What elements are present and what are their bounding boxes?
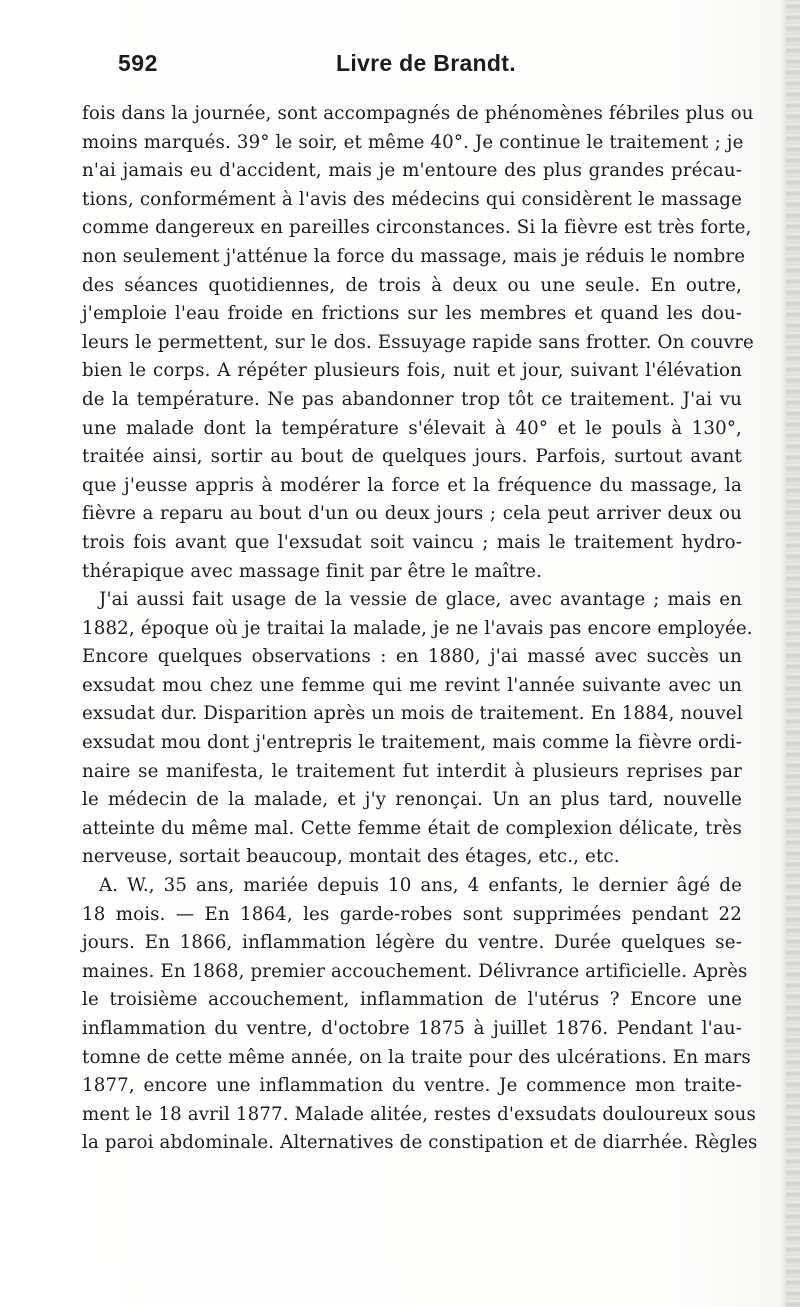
text-line: exsudat mou chez une femme qui me revint l'année suivante avec un — [82, 674, 742, 696]
text-line: une malade dont la température s'élevait à 40° et le pouls à 130°, — [82, 417, 742, 439]
text-line: maines. En 1868, premier accouchement. Délivrance artificielle. Après — [82, 960, 748, 982]
text-line: j'emploie l'eau froide en frictions sur les membres et quand les dou- — [82, 303, 742, 325]
text-line: J'ai aussi fait usage de la vessie de glace, avec avantage ; mais en — [99, 589, 742, 611]
text-line: A. W., 35 ans, mariée depuis 10 ans, 4 enfants, le dernier âgé de — [99, 875, 742, 897]
text-line: exsudat dur. Disparition après un mois de traitement. En 1884, nouvel — [82, 703, 743, 725]
text-line: tions, conformément à l'avis des médecins qui considèrent le massage — [82, 188, 742, 210]
text-line: naire se manifesta, le traitement fut interdit à plusieurs reprises par — [82, 760, 742, 782]
text-line: atteinte du même mal. Cette femme était de complexion délicate, très — [82, 817, 742, 839]
page-number: 592 — [118, 50, 158, 76]
text-line: le troisième accouchement, inflammation de l'utérus ? Encore une — [82, 989, 742, 1011]
text-line: trois fois avant que l'exsudat soit vaincu ; mais le traitement hydro- — [82, 531, 742, 553]
text-line: comme dangereux en pareilles circonstances. Si la fièvre est très forte, — [82, 217, 752, 239]
text-line: 18 mois. — En 1864, les garde-robes sont supprimées pendant 22 — [82, 903, 742, 925]
text-line: 1877, encore une inflammation du ventre. Je commence mon traite- — [82, 1075, 742, 1097]
text-line: tomne de cette même année, on la traite pour des ulcérations. En mars — [82, 1046, 751, 1068]
text-line: Encore quelques observations : en 1880, j'ai massé avec succès un — [82, 646, 742, 668]
text-line: inflammation du ventre, d'octobre 1875 à juillet 1876. Pendant l'au- — [82, 1018, 742, 1039]
text-line: traitée ainsi, sortir au bout de quelques jours. Parfois, surtout avant — [82, 446, 742, 468]
text-line: la paroi abdominale. Alternatives de constipation et de diarrhée. Règles — [82, 1132, 758, 1154]
text-line: thérapique avec massage finit par être le maître. — [82, 560, 542, 582]
text-line: leurs le permettent, sur le dos. Essuyage rapide sans frotter. On couvre — [82, 331, 754, 353]
text-line: le médecin de la malade, et j'y renonçai. Un an plus tard, nouvelle — [82, 789, 742, 811]
text-line: moins marqués. 39° le soir, et même 40°. Je continue le traitement ; je — [82, 131, 744, 153]
running-title: Livre de Brandt. — [336, 50, 516, 76]
text-line: fièvre a reparu au bout d'un ou deux jours ; cela peut arriver deux ou — [82, 503, 742, 525]
page-header — [118, 50, 678, 86]
text-line: de la température. Ne pas abandonner trop tôt ce traitement. J'ai vu — [82, 388, 742, 410]
text-line: que j'eusse appris à modérer la force et la fréquence du massage, la — [82, 474, 742, 496]
binding-edge — [786, 0, 800, 1307]
text-line: 1882, époque où je traitai la malade, je ne l'avais pas encore employée. — [82, 617, 753, 639]
text-line: ment le 18 avril 1877. Malade alitée, restes d'exsudats douloureux sous — [82, 1103, 756, 1125]
text-line: des séances quotidiennes, de trois à deux ou une seule. En outre, — [82, 274, 742, 296]
text-line: fois dans la journée, sont accompagnés de phénomènes fébriles plus ou — [82, 103, 754, 124]
text-line: non seulement j'atténue la force du massage, mais je réduis le nombre — [82, 245, 746, 267]
text-line: exsudat mou dont j'entrepris le traitement, mais comme la fièvre ordi- — [82, 732, 742, 754]
text-line: nerveuse, sortait beaucoup, montait des étages, etc., etc. — [82, 846, 620, 868]
text-line: jours. En 1866, inflammation légère du ventre. Durée quelques se- — [82, 932, 742, 954]
body-text — [82, 100, 758, 1158]
text-line: bien le corps. A répéter plusieurs fois, nuit et jour, suivant l'élévation — [82, 360, 742, 382]
text-line: n'ai jamais eu d'accident, mais je m'entoure des plus grandes précau- — [82, 160, 742, 182]
